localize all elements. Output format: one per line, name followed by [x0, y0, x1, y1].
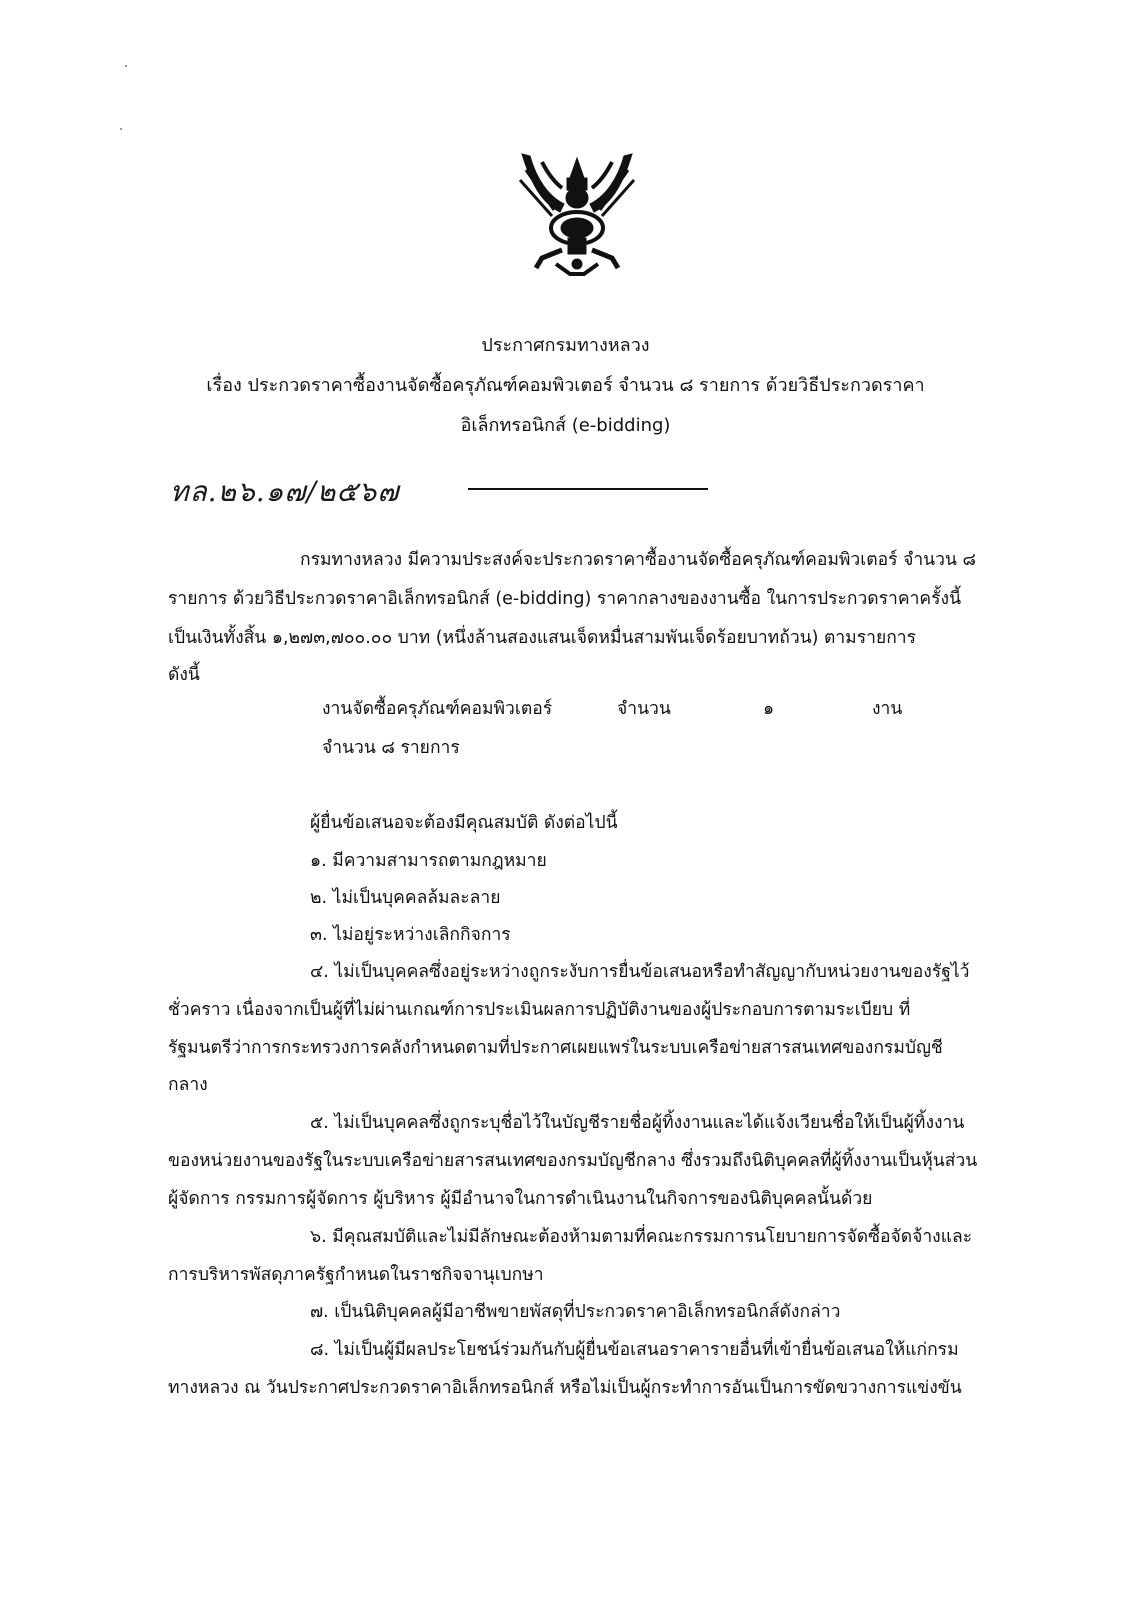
qualification-3: ๓. ไม่อยู่ระหว่างเลิกกิจการ — [310, 925, 511, 945]
qualification-6-line-1: ๖. มีคุณสมบัติและไม่มีลักษณะต้องห้ามตามที่คณะกรรมการนโยบายการจัดซื้อจัดจ้างและ — [310, 1227, 973, 1247]
qualification-7: ๗. เป็นนิติบุคคลผู้มีอาชีพขายพัสดุที่ประกวดราคาอิเล็กทรอนิกส์ดังกล่าว — [310, 1302, 841, 1322]
item-name: งานจัดซื้อครุภัณฑ์คอมพิวเตอร์ — [322, 699, 553, 719]
qualification-5-line-3: ผู้จัดการ กรรมการผู้จัดการ ผู้บริหาร ผู้มีอำนาจในการดำเนินงานในกิจการของนิติบุคคลนั้นด้วย — [168, 1189, 873, 1209]
intro-line-4: ดังนี้ — [168, 665, 200, 685]
header-divider — [468, 488, 708, 490]
qualification-6-line-2: การบริหารพัสดุภาครัฐกำหนดในราชกิจจานุเบกษา — [168, 1265, 544, 1285]
subject-line-2: อิเล็กทรอนิกส์ (e-bidding) — [460, 415, 671, 436]
scan-speck — [125, 65, 127, 67]
qualification-1: ๑. มีความสามารถตามกฎหมาย — [310, 851, 547, 871]
scan-speck — [120, 128, 122, 130]
intro-line-1: กรมทางหลวง มีความประสงค์จะประกวดราคาซื้องานจัดซื้อครุภัณฑ์คอมพิวเตอร์ จำนวน ๘ — [300, 550, 976, 570]
intro-line-2: รายการ ด้วยวิธีประกวดราคาอิเล็กทรอนิกส์ (e-bidding) ราคากลางของงานซื้อ ในการประกวดราคาครั้งนี้ — [168, 589, 962, 609]
intro-line-3: เป็นเงินทั้งสิ้น ๑,๒๗๓,๗๐๐.๐๐ บาท (หนึ่งล้านสองแสนเจ็ดหมื่นสามพันเจ็ดร้อยบาทถ้วน) ตามรายการ — [168, 628, 917, 648]
qualifications-heading: ผู้ยื่นข้อเสนอจะต้องมีคุณสมบัติ ดังต่อไปนี้ — [310, 813, 618, 833]
item-note: จำนวน ๘ รายการ — [322, 738, 460, 758]
announcer-title: ประกาศกรมทางหลวง — [481, 335, 650, 356]
subject-line-1: เรื่อง ประกวดราคาซื้องานจัดซื้อครุภัณฑ์คอมพิวเตอร์ จำนวน ๘ รายการ ด้วยวิธีประกวดราคา — [206, 375, 925, 396]
qualification-2: ๒. ไม่เป็นบุคคลล้มละลาย — [310, 888, 501, 908]
qualification-8-line-2: ทางหลวง ณ วันประกาศประกวดราคาอิเล็กทรอนิกส์ หรือไม่เป็นผู้กระทำการอันเป็นการขัดขวางการแข่งขัน — [168, 1378, 962, 1398]
qualification-5-line-1: ๕. ไม่เป็นบุคคลซึ่งถูกระบุชื่อไว้ในบัญชีรายชื่อผู้ทิ้งงานและได้แจ้งเวียนชื่อให้เป็นผู้ทิ้งงาน — [310, 1113, 965, 1133]
item-qty-label: จำนวน — [617, 699, 671, 719]
qualification-8-line-1: ๘. ไม่เป็นผู้มีผลประโยชน์ร่วมกันกับผู้ยื่นข้อเสนอราคารายอื่นที่เข้ายื่นข้อเสนอให้แก่กรม — [310, 1340, 959, 1360]
qualification-4-line-4: กลาง — [168, 1075, 208, 1095]
qualification-4-line-2: ชั่วคราว เนื่องจากเป็นผู้ที่ไม่ผ่านเกณฑ์การประเมินผลการปฏิบัติงานของผู้ประกอบการตามระเบียบ ที่ — [168, 1000, 911, 1020]
item-qty: ๑ — [763, 699, 775, 719]
qualification-4-line-3: รัฐมนตรีว่าการกระทรวงการคลังกำหนดตามที่ประกาศเผยแพร่ในระบบเครือข่ายสารสนเทศของกรมบัญชี — [168, 1038, 943, 1058]
qualification-4-line-1: ๔. ไม่เป็นบุคคลซึ่งอยู่ระหว่างถูกระงับการยื่นข้อเสนอหรือทำสัญญากับหน่วยงานของรัฐไว้ — [310, 962, 970, 982]
qualification-5-line-2: ของหน่วยงานของรัฐในระบบเครือข่ายสารสนเทศของกรมบัญชีกลาง ซึ่งรวมถึงนิติบุคคลที่ผู้ทิ้งงานเป็นหุ้นส่วน — [168, 1151, 978, 1171]
handwritten-document-number: ทล.๒๖.๑๗/๒๕๖๗ — [170, 475, 400, 508]
garuda-emblem-icon — [512, 140, 642, 280]
item-unit: งาน — [872, 699, 903, 719]
